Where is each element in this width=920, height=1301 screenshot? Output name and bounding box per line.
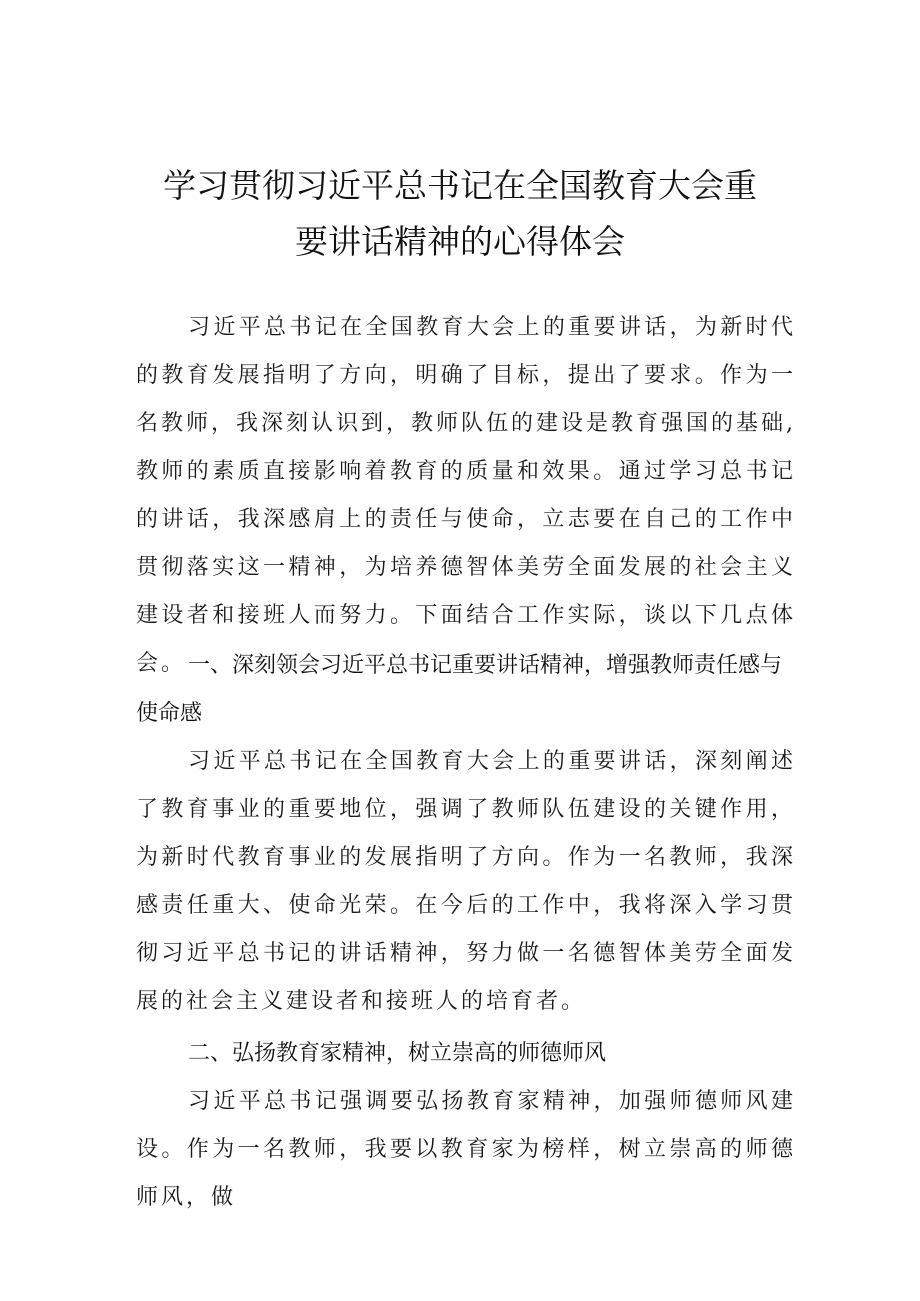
section-2-paragraph: 习近平总书记强调要弘扬教育家精神，加强师德师风建设。作为一名教师，我要以教育家为榜样，树立崇高的师德师风，做 — [136, 1089, 796, 1210]
section-1-heading: 一、深刻领会习近平总书记重要讲话精神，增强教师责任感与使命感 — [136, 653, 783, 726]
document-title-line-2: 要讲话精神的心得体会 — [295, 222, 625, 261]
section-2-heading: 二、弘扬教育家精神，树立崇高的师德师风 — [188, 1041, 607, 1066]
document-title-line-1: 学习贯彻习近平总书记在全国教育大会重 — [163, 166, 757, 205]
section-1-paragraph: 习近平总书记在全国教育大会上的重要讲话，深刻阐述了教育事业的重要地位，强调了教师队伍建设的关键作用，为新时代教育事业的发展指明了方向。作为一名教师，我深感责任重大、使命光荣。在今后的工作中，我将深入学习贯彻习近平总书记的讲话精神，努力做一名德智体美劳全面发展的社会主义建设者和接班人的培育者。 — [136, 749, 796, 1014]
intro-paragraph: 习近平总书记在全国教育大会上的重要讲话，为新时代的教育发展指明了方向，明确了目标，提出了要求。作为一名教师，我深刻认识到，教师队伍的建设是教育强国的基础,教师的素质直接影响着教育的质量和效果。通过学习总书记的讲话，我深感肩上的责任与使命，立志要在自己的工作中贯彻落实这一精神，为培养德智体美劳全面发展的社会主义建设者和接班人而努力。下面结合工作实际，谈以下几点体会。 — [136, 315, 796, 676]
